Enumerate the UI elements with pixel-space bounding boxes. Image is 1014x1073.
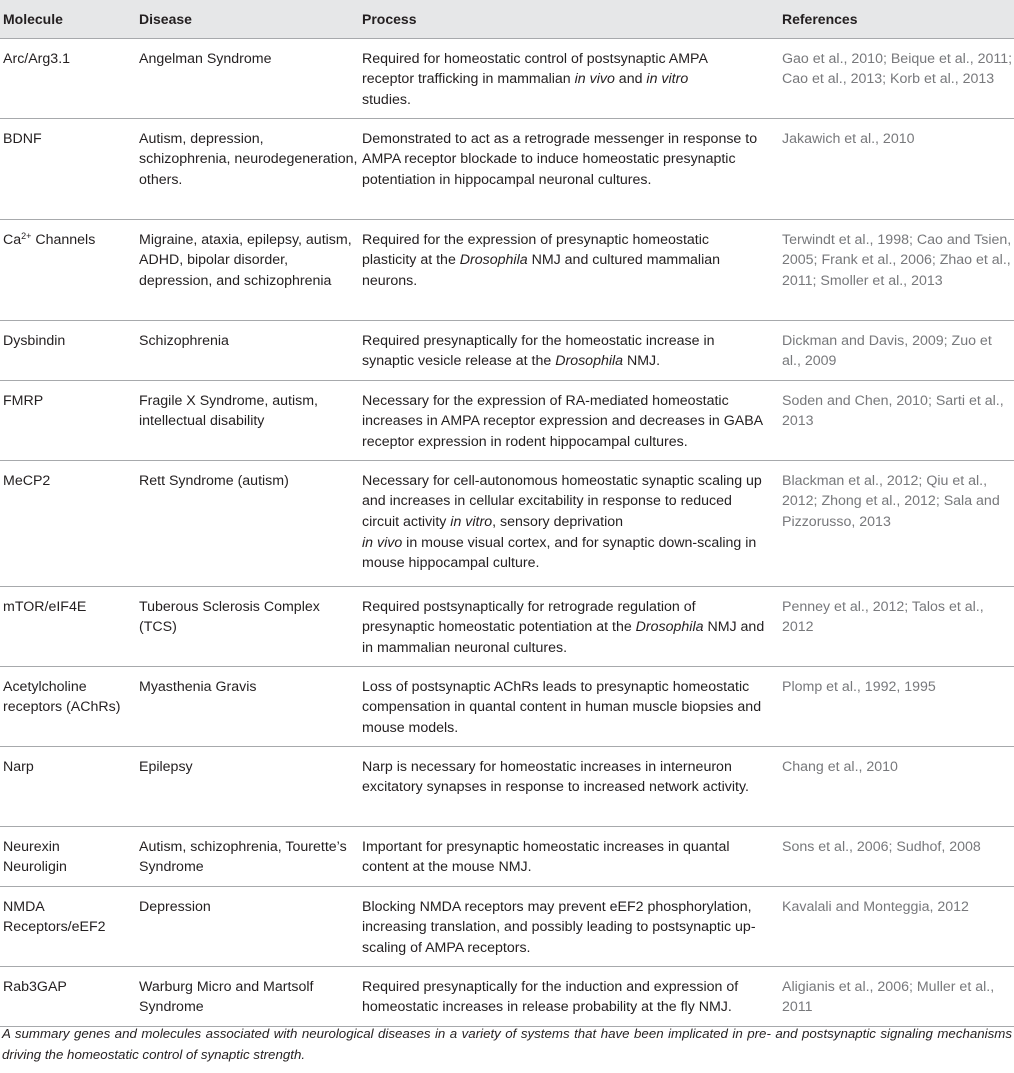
references-cell: Jakawich et al., 2010 bbox=[782, 130, 915, 147]
table-row bbox=[0, 38, 1014, 118]
table-row bbox=[0, 966, 1014, 1026]
molecule-cell: Rab3GAP bbox=[3, 978, 67, 995]
header-process: Process bbox=[362, 10, 417, 27]
references-cell: Kavalali and Monteggia, 2012 bbox=[782, 898, 969, 915]
disease-cell: Angelman Syndrome bbox=[139, 50, 272, 67]
process-cell: Required for homeostatic control of postsynaptic AMPA receptor trafficking in mammalian in vivo and in vitro studies. bbox=[362, 50, 708, 108]
references-cell: Blackman et al., 2012; Qiu et al., 2012; Zhong et al., 2012; Sala and Pizzorusso, 2013 bbox=[782, 472, 1000, 530]
table-row bbox=[0, 320, 1014, 380]
process-cell: Necessary for the expression of RA-mediated homeostatic increases in AMPA receptor expression and decreases in GABA receptor expression in rodent hippocampal cultures. bbox=[362, 392, 763, 450]
disease-cell: Fragile X Syndrome, autism, intellectual disability bbox=[139, 392, 318, 430]
header-references: References bbox=[782, 10, 858, 27]
disease-cell: Warburg Micro and Martsolf Syndrome bbox=[139, 978, 314, 1016]
references-cell: Terwindt et al., 1998; Cao and Tsien, 2005; Frank et al., 2006; Zhao et al., 2011; Smoller et al., 2013 bbox=[782, 231, 1012, 289]
molecule-cell: mTOR/eIF4E bbox=[3, 598, 87, 615]
table-row bbox=[0, 666, 1014, 746]
references-cell: Dickman and Davis, 2009; Zuo et al., 2009 bbox=[782, 332, 992, 370]
table-row bbox=[0, 826, 1014, 886]
disease-cell: Autism, depression, schizophrenia, neurodegeneration, others. bbox=[139, 130, 358, 188]
disease-cell: Myasthenia Gravis bbox=[139, 678, 257, 695]
disease-cell: Migraine, ataxia, epilepsy, autism, ADHD, bipolar disorder, depression, and schizophrenia bbox=[139, 231, 352, 289]
molecule-cell: Narp bbox=[3, 758, 34, 775]
molecule-cell: NMDA Receptors/eEF2 bbox=[3, 898, 106, 936]
process-cell: Required presynaptically for the induction and expression of homeostatic increases in release probability at the fly NMJ. bbox=[362, 978, 739, 1016]
disease-cell: Schizophrenia bbox=[139, 332, 229, 349]
table-row bbox=[0, 460, 1014, 586]
disease-cell: Depression bbox=[139, 898, 211, 915]
disease-cell: Rett Syndrome (autism) bbox=[139, 472, 289, 489]
disease-cell: Autism, schizophrenia, Tourette’s Syndrome bbox=[139, 838, 347, 876]
process-cell: Narp is necessary for homeostatic increases in interneuron excitatory synapses in response to increased network activity. bbox=[362, 758, 749, 796]
molecule-cell: FMRP bbox=[3, 392, 44, 409]
process-cell: Loss of postsynaptic AChRs leads to presynaptic homeostatic compensation in quantal content in human muscle biopsies and mouse models. bbox=[362, 678, 762, 736]
references-cell: Gao et al., 2010; Beique et al., 2011; Cao et al., 2013; Korb et al., 2013 bbox=[782, 50, 1013, 88]
process-cell: Important for presynaptic homeostatic increases in quantal content at the mouse NMJ. bbox=[362, 838, 730, 876]
molecule-cell: Arc/Arg3.1 bbox=[3, 50, 71, 67]
molecule-cell: Dysbindin bbox=[3, 332, 66, 349]
references-cell: Aligianis et al., 2006; Muller et al., 2011 bbox=[782, 978, 995, 1016]
table-row bbox=[0, 219, 1014, 320]
table-row bbox=[0, 118, 1014, 219]
process-cell: Required for the expression of presynaptic homeostatic plasticity at the Drosophila NMJ and cultured mammalian neurons. bbox=[362, 231, 721, 289]
process-cell: Demonstrated to act as a retrograde messenger in response to AMPA receptor blockade to induce homeostatic presynaptic potentiation in hippocampal neuronal cultures. bbox=[362, 130, 758, 188]
references-cell: Chang et al., 2010 bbox=[782, 758, 898, 775]
references-cell: Penney et al., 2012; Talos et al., 2012 bbox=[782, 598, 984, 636]
disease-cell: Epilepsy bbox=[139, 758, 193, 775]
molecule-cell: $Ca^{2+}$ Channels bbox=[3, 230, 96, 248]
disease-cell: Tuberous Sclerosis Complex (TCS) bbox=[139, 598, 320, 636]
process-cell: Required presynaptically for the homeostatic increase in synaptic vesicle release at the Drosophila NMJ. bbox=[362, 332, 715, 370]
references-cell: Plomp et al., 1992, 1995 bbox=[782, 678, 936, 695]
references-cell: Soden and Chen, 2010; Sarti et al., 2013 bbox=[782, 392, 1004, 430]
table-row bbox=[0, 586, 1014, 666]
molecule-cell: Neurexin Neuroligin bbox=[3, 838, 67, 876]
header-molecule: Molecule bbox=[3, 10, 63, 27]
process-cell: Necessary for cell-autonomous homeostatic synaptic scaling up and increases in cellular excitability in response to reduced circuit activity in vitro, sensory deprivation in vivo in mouse visual cortex, and for synaptic down-scaling in mouse hippocampal culture. bbox=[362, 472, 762, 572]
header-disease: Disease bbox=[139, 10, 192, 27]
table-row bbox=[0, 380, 1014, 460]
table-caption: A summary genes and molecules associated with neurological diseases in a variety of systems that have been implicated in pre- and postsynaptic signaling mechanisms driving the homeostatic control of synaptic strength. bbox=[2, 1026, 1012, 1062]
molecule-cell: Acetylcholine receptors (AChRs) bbox=[3, 678, 121, 716]
molecule-cell: MeCP2 bbox=[3, 472, 51, 489]
table-row bbox=[0, 746, 1014, 826]
process-cell: Required postsynaptically for retrograde regulation of presynaptic homeostatic potentiation at the Drosophila NMJ and in mammalian neuronal cultures. bbox=[362, 598, 765, 656]
table-row bbox=[0, 886, 1014, 966]
process-cell: Blocking NMDA receptors may prevent eEF2 phosphorylation, increasing translation, and possibly leading to postsynaptic up-scaling of AMPA receptors. bbox=[362, 898, 756, 956]
molecule-cell: BDNF bbox=[3, 130, 42, 147]
table-header-row bbox=[0, 0, 1014, 38]
references-cell: Sons et al., 2006; Sudhof, 2008 bbox=[782, 838, 981, 855]
